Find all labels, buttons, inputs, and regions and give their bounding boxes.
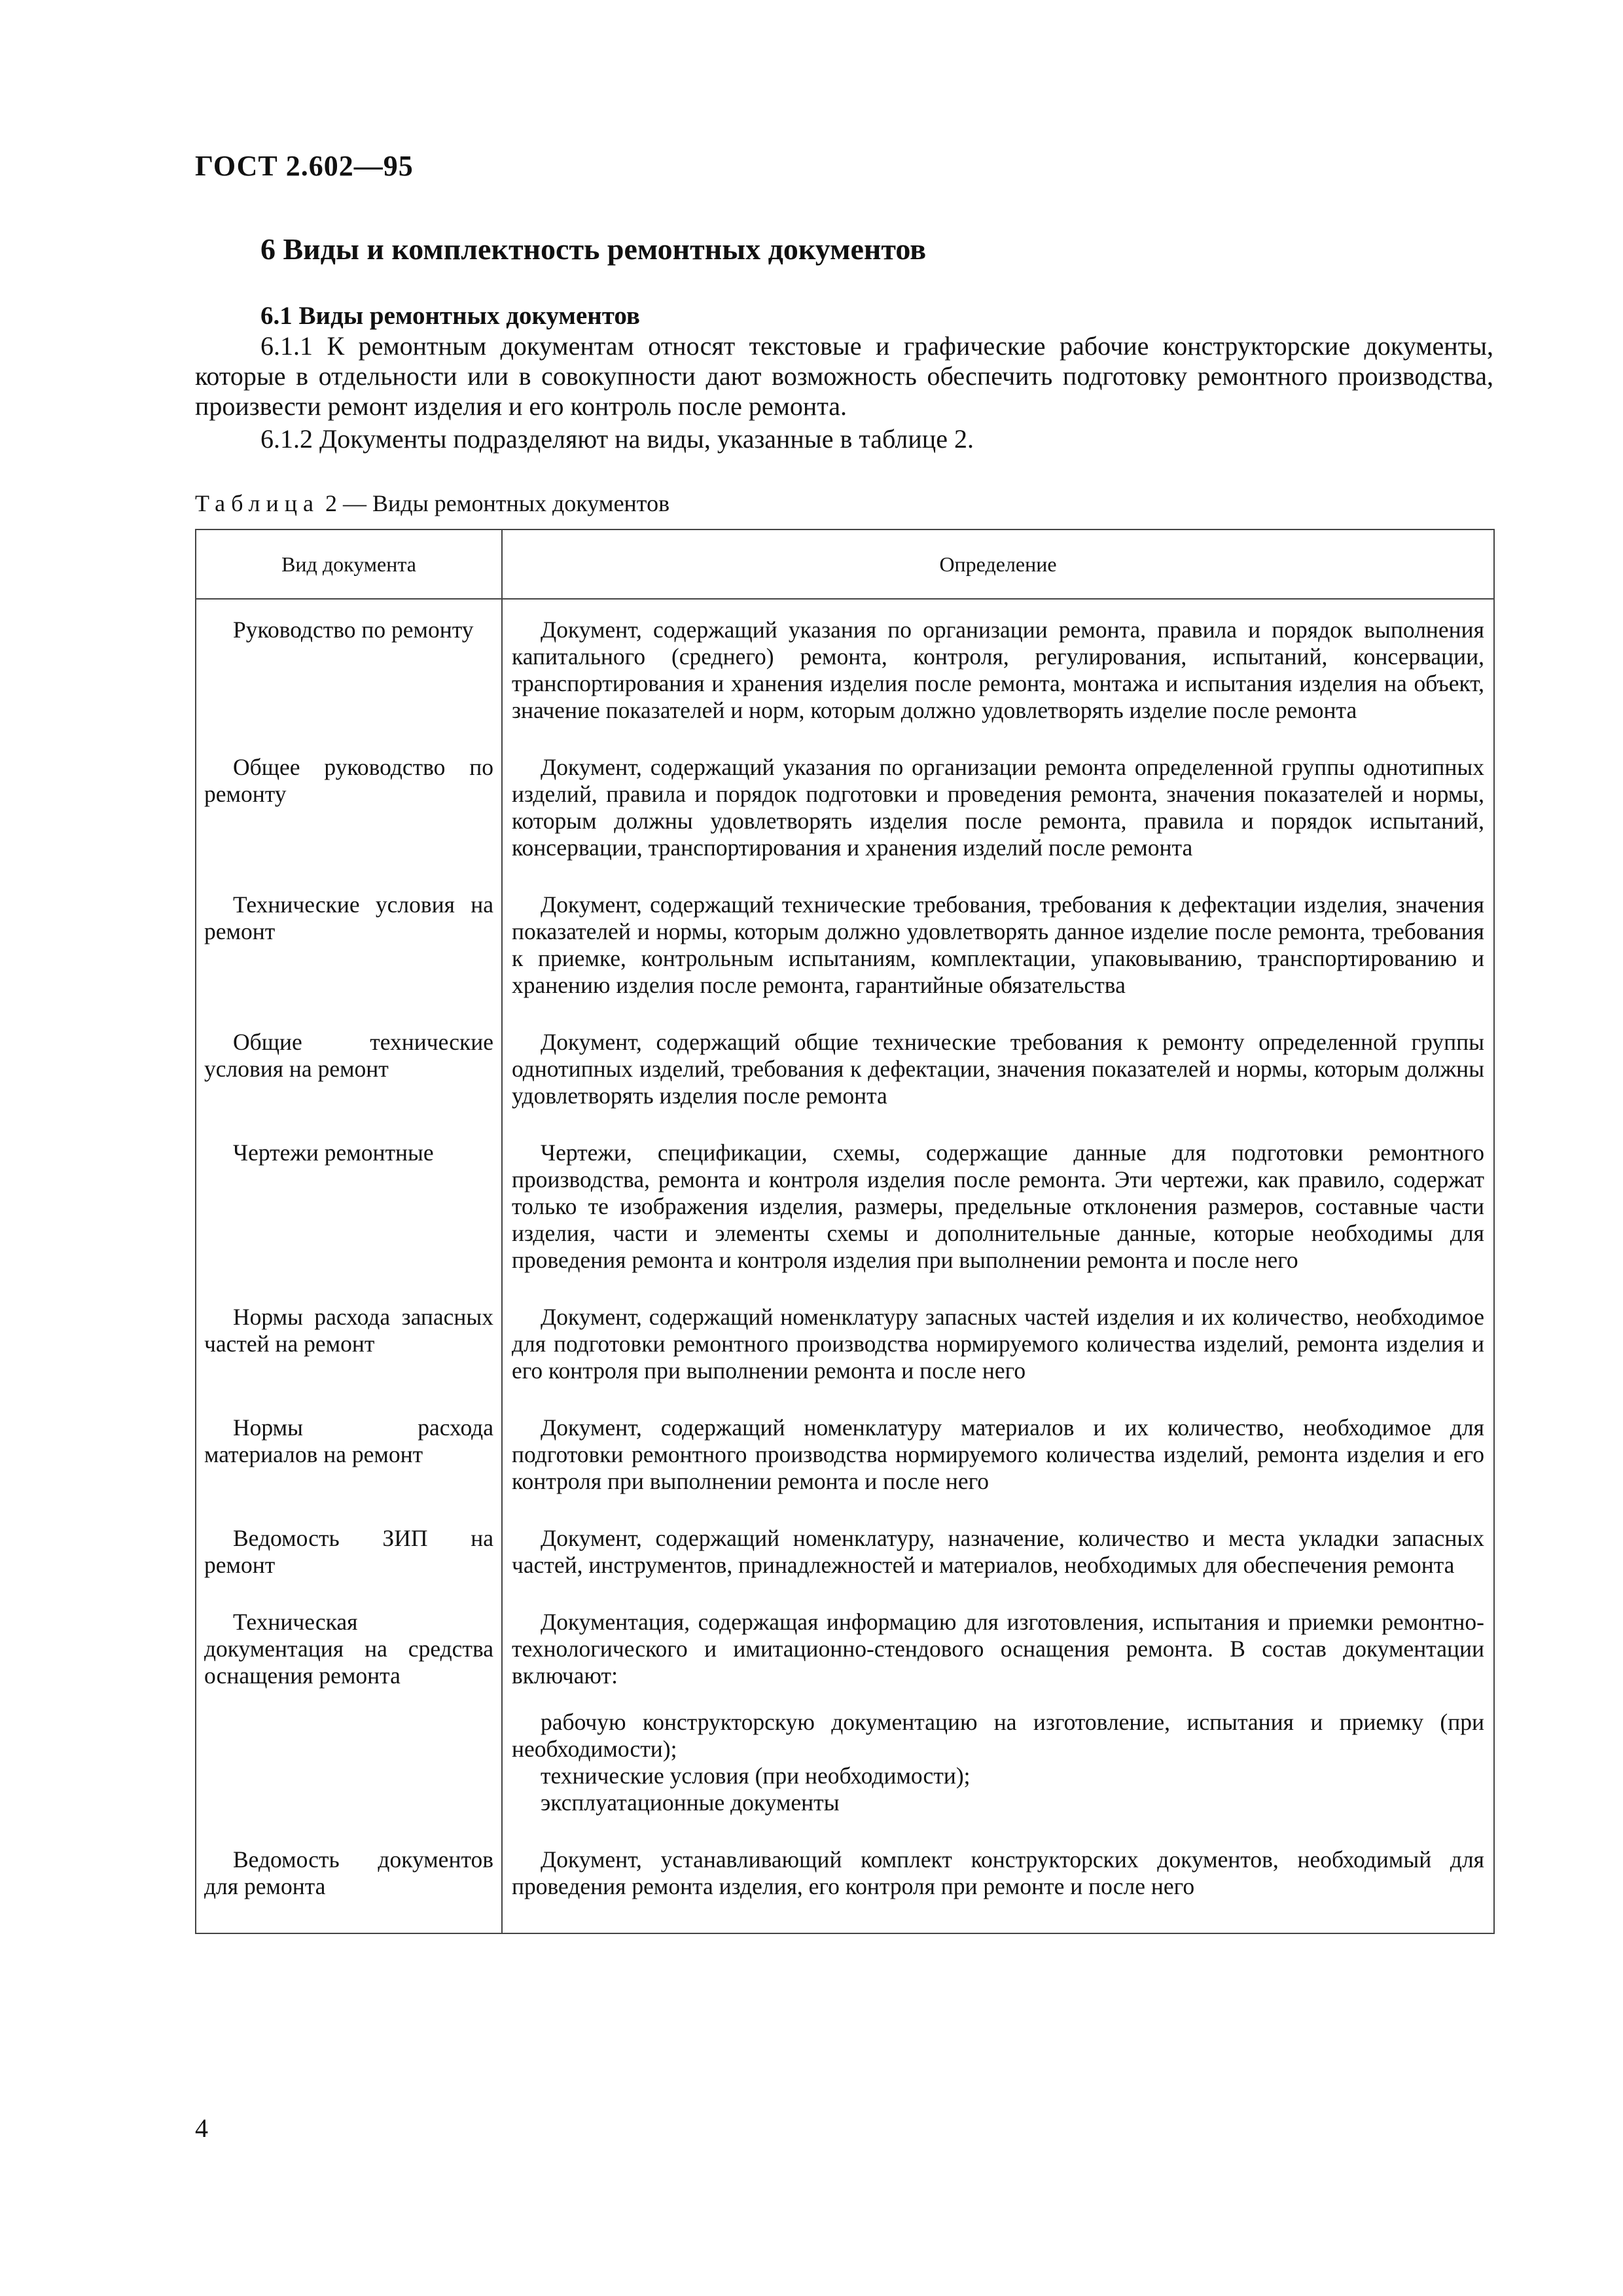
- page-number: 4: [195, 2113, 208, 2143]
- definition-cell: Документ, содержащий технические требования, требования к дефектации изделия, значения показателей и нормы, которым должно удовлетворять данное изделие после ремонта, требования к приемке, контрольным испытаниям, комплектации, упаковыванию, транспортированию и хранению изделия после ремонта, гарантийные обязательства: [502, 878, 1494, 1016]
- definition-cell: Документ, устанавливающий комплект конструкторских документов, необходимый для проведения ремонта изделия, его контроля при ремонте и после него: [502, 1833, 1494, 1933]
- definition-cell: Документ, содержащий указания по организации ремонта определенной группы однотипных изделий, правила и порядок подготовки и проведения ремонта, значения показателей и нормы, которым должны удовлетворять изделия после ремонта, правила и порядок испытаний, консервации, транспортирования и хранения изделий после ремонта: [502, 741, 1494, 878]
- table-row: [196, 599, 1494, 741]
- document-type-cell: Общие технические условия на ремонт: [196, 1016, 502, 1126]
- definition-cell: Чертежи, спецификации, схемы, содержащие данные для подготовки ремонтного производства, ремонта и контроля изделия после ремонта. Эти чертежи, как правило, содержат только те изображения изделия, размеры, предельные отклонения размеров, составные части изделия, части и элементы схемы и дополнительные данные, которые необходимы для проведения ремонта и контроля изделия при выполнении ремонта и после него: [502, 1126, 1494, 1291]
- included-documents-list: [512, 1689, 1484, 1816]
- document-type-cell: Нормы расхода материалов на ремонт: [196, 1401, 502, 1512]
- definition-cell: Документ, содержащий номенклатуру запасных частей изделия и их количество, необходимое для подготовки ремонтного производства нормируемого количества изделий, ремонта изделия и его контроля при выполнении ремонта и после него: [502, 1291, 1494, 1401]
- paragraph-6-1-1: 6.1.1 К ремонтным документам относят текстовые и графические рабочие конструкторские документы, которые в отдельности или в совокупности дают возможность обеспечить подготовку ремонтного производства, произвести ремонт изделия и его контроль после ремонта.: [195, 331, 1493, 421]
- document-type-cell: Ведомость документов для ремонта: [196, 1833, 502, 1933]
- definition-cell: Документ, содержащий указания по организации ремонта, правила и порядок выполнения капитального (среднего) ремонта, контроля, регулирования, испытаний, консервации, транспортирования и хранения изделия после ремонта, монтажа и испытания изделия на объект, значение показателей и норм, которым должно удовлетворять изделие после ремонта: [502, 599, 1494, 741]
- header-definition: Определение: [502, 529, 1494, 599]
- paragraph-6-1-2: 6.1.2 Документы подразделяют на виды, указанные в таблице 2.: [260, 424, 974, 454]
- header-document-type: Вид документа: [196, 529, 502, 599]
- document-type-cell: Технические условия на ремонт: [196, 878, 502, 1016]
- document-type-cell: Ведомость ЗИП на ремонт: [196, 1512, 502, 1596]
- definition-cell: Документ, содержащий номенклатуру материалов и их количество, необходимое для подготовки ремонтного производства нормируемого количества изделий, ремонта изделия и его контроля при выполнении ремонта и после него: [502, 1401, 1494, 1512]
- document-type-cell: Руководство по ремонту: [196, 599, 502, 741]
- table-row: [196, 1126, 1494, 1291]
- table-row: [196, 1833, 1494, 1933]
- table-caption: Таблица 2 — Виды ремонтных документов: [195, 490, 670, 516]
- table-row: [196, 741, 1494, 878]
- table-row: [196, 1291, 1494, 1401]
- table-row: [196, 1596, 1494, 1833]
- list-item: рабочую конструкторскую документацию на изготовление, испытания и приемку (при необходимости);: [512, 1709, 1484, 1762]
- table-row: [196, 1512, 1494, 1596]
- list-item: технические условия (при необходимости);: [541, 1763, 971, 1789]
- list-item: эксплуатационные документы: [541, 1789, 840, 1816]
- repair-documents-table: [195, 529, 1495, 1934]
- definition-text: Документация, содержащая информацию для изготовления, испытания и приемки ремонтно-технологического и имитационно-стендового оснащения ремонта. В состав документации включают:: [512, 1609, 1484, 1689]
- table-header-row: [196, 529, 1494, 599]
- definition-cell: [502, 1596, 1494, 1833]
- document-type-cell: Нормы расхода запасных частей на ремонт: [196, 1291, 502, 1401]
- standard-code: ГОСТ 2.602—95: [195, 150, 414, 182]
- document-type-cell: Чертежи ремонтные: [196, 1126, 502, 1291]
- section-title: 6 Виды и комплектность ремонтных документов: [260, 232, 927, 266]
- definition-cell: Документ, содержащий номенклатуру, назначение, количество и места укладки запасных частей, инструментов, принадлежностей и материалов, необходимых для обеспечения ремонта: [502, 1512, 1494, 1596]
- table-row: [196, 1401, 1494, 1512]
- table-row: [196, 878, 1494, 1016]
- definition-cell: Документ, содержащий общие технические требования к ремонту определенной группы однотипных изделий, требования к дефектации, значения показателей и нормы, которым должны удовлетворять изделия после ремонта: [502, 1016, 1494, 1126]
- document-type-cell: Общее руководство по ремонту: [196, 741, 502, 878]
- document-type-cell: Техническая документация на средства оснащения ремонта: [196, 1596, 502, 1833]
- table-row: [196, 1016, 1494, 1126]
- subsection-title: 6.1 Виды ремонтных документов: [260, 302, 640, 330]
